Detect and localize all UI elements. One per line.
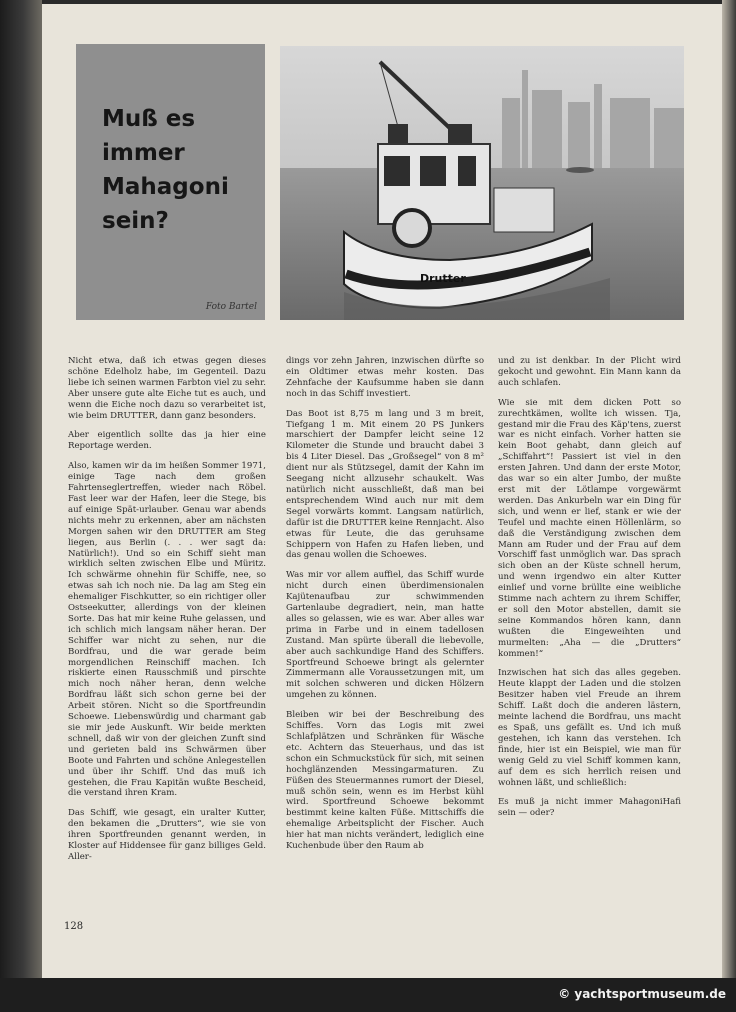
paragraph: Wie sie mit dem dicken Pott so zurechtkämen, wollte ich wissen. Tja, gestand mir die Frau des Käp'tens, zuerst war es nicht einfach. Vorher hatten sie kein Boot gehabt, dann gleich auf „Schiffahrt“! Passiert ist viel in den ersten Jahren. Und dann der erste Motor, das war so ein alter Jumbo, der mußte erst mit der Lötlampe vorgewärmt werden. Das Ankurbeln war ein Ding für sich, und wenn er lief, stank er wie der Teufel und machte einen Höllenlärm, so daß die Verständigung zwischen dem Mann am Ruder und der Frau auf dem Vorschiff fast unmöglich war. Das sprach sich oben an der Küste schnell herum, und wenn irgendwo ein alter Kutter einlief und vorne brüllte eine weibliche Stimme nach achtern zu ihrem Schiffer, er soll den Motor abstellen, damit sie seine Kommandos hören kann, dann wußten die Eingeweihten und murmelten: „Aha — die „Drutters“ kommen!“ <box>498 397 681 659</box>
page-number: 128 <box>64 921 84 932</box>
paragraph: Also, kamen wir da im heißen Sommer 1971, einige Tage nach dem großen Fahrtenseglertreffen, wieder nach Röbel. Fast leer war der Hafen, leer die Stege, bis auf einige Spät-urlauber. Genau war abends nichts mehr zu erkennen, aber am nächsten Morgen sahen wir den DRUTTER am Steg liegen, aus Berlin (. . . wer sagt da: Natürlich!). Und so ein Schiff sieht man wirklich selten zwischen Elbe und Müritz. Ich schwärme ohnehin für Schiffe, nee, so etwas sah ich noch nie. Da lag am Steg ein ehemaliger Fischkutter, so ein richtiger oller Ostseekutter, allerdings von der kleinen Sorte. Das hat mir keine Ruhe gelassen, und ich schlich mich langsam näher heran. Der Schiffer war nicht zu sehen, nur die Bordfrau, und die war gerade beim morgendlichen Reinschiff machen. Ich riskierte einen Rausschmiß und pirschte mich noch näher heran, denn welche Bordfrau läßt sich schon gerne bei der Arbeit stören. Nicht so die Sportfreundin Schoewe. Liebenswürdig und charmant gab sie mir jede Auskunft. Wir beide merkten schnell, daß wir von der gleichen Zunft sind und gerieten bald ins Schwärmen über Boote und Fahrten und schöne Anlegestellen und über ihr Schiff. Und das muß ich gestehen, die Frau Kapitän wußte Bescheid, die verstand ihren Kram. <box>68 461 266 799</box>
author-signature: Hafi <box>662 797 681 808</box>
page-edge <box>722 0 736 980</box>
paragraph: und zu ist denkbar. In der Plicht wird gekocht und gewohnt. Ein Mann kann da auch schlafen. <box>498 356 681 388</box>
paragraph: Was mir vor allem auffiel, das Schiff wurde nicht durch einen überdimensionalen Kajütenaufbau zur schwimmenden Gartenlaube degradiert, nein, man hatte alles so gelassen, wie es war. Aber alles war prima in Farbe und in einem tadellosen Zustand. Man spürte überall die liebevolle, aber auch sachkundige Hand des Schiffers. Sportfreund Schoewe bringt als gelernter Zimmermann alle Voraussetzungen mit, um mit solchen schweren und dicken Hölzern umgehen zu können. <box>286 570 484 701</box>
article-signoff <box>498 797 681 819</box>
paragraph: dings vor zehn Jahren, inzwischen dürfte so ein Oldtimer etwas mehr kosten. Das Zehnfache der Kaufsumme haben sie dann noch in das Schiff investiert. <box>286 356 484 399</box>
title-panel <box>76 44 265 320</box>
paragraph: Nicht etwa, daß ich etwas gegen dieses schöne Edelholz habe, im Gegenteil. Dazu liebe ich seinen warmen Farbton viel zu sehr. Aber unsere gute alte Eiche tut es auch, und wenn die Eiche noch dazu so verarbeitet ist, wie beim DRUTTER, dann ganz besonders. <box>68 356 266 421</box>
paragraph: Bleiben wir bei der Beschreibung des Schiffes. Vorn das Logis mit zwei Schlafplätzen und Schränken für Wäsche etc. Achtern das Steuerhaus, und das ist schon ein Schmuckstück für sich, mit seinen hochglänzenden Messingarmaturen. Zu Füßen des Steuermannes rumort der Diesel, muß schön sein, wenn es im Herbst kühl wird. Sportfreund Schoewe bekommt bestimmt keine kalten Füße. Mittschiffs die ehemalige Arbeitsplicht der Fischer. Auch hier hat man nichts verändert, lediglich eine Kuchenbude über den Raum ab <box>286 710 484 852</box>
text-column-1 <box>68 356 266 872</box>
paragraph: Das Schiff, wie gesagt, ein uralter Kutter, den bekamen die „Drutters“, wie sie von ihren Sportfreunden genannt werden, in Kloster auf Hiddensee für ganz billiges Geld. Aller- <box>68 808 266 862</box>
watermark-credit: © yachtsportmuseum.de <box>558 987 726 1001</box>
text-column-3 <box>498 356 681 819</box>
paragraph: Das Boot ist 8,75 m lang und 3 m breit, Tiefgang 1 m. Mit einem 20 PS Junkers marschiert der Dampfer leicht seine 12 Kilometer die Stunde und braucht dabei 3 bis 4 Liter Diesel. Das „Großsegel“ von 8 m² dient nur als Stützsegel, damit der Kahn im Seegang nicht allzusehr schaukelt. Was natürlich nicht ausschließt, daß man bei entsprechendem Wind auch nur mit dem Segel vorwärts kommt. Langsam natürlich, dafür ist die DRUTTER keine Rennjacht. Also etwas für Leute, die das geruhsame Schippern von Hafen zu Hafen lieben, und das genau wollen die Schoewes. <box>286 408 484 561</box>
article-title: Muß es immer Mahagoni sein? <box>102 106 229 234</box>
text-column-2 <box>286 356 484 861</box>
boat-name-label: Drutter <box>420 272 466 285</box>
paragraph: Aber eigentlich sollte das ja hier eine Reportage werden. <box>68 430 266 452</box>
photo-credit: Foto Bartel <box>205 302 257 312</box>
book-binding-shadow <box>0 0 42 1012</box>
closing-line: Es muß ja nicht immer Mahagoni sein — oder? <box>498 797 663 819</box>
paragraph: Inzwischen hat sich das alles gegeben. Heute klappt der Laden und die stolzen Besitzer haben viel Freude an ihrem Schiff. Laßt doch die anderen lästern, meinte lachend die Bordfrau, uns macht es Spaß, uns gefällt es. Und ich muß gestehen, ich kann das verstehen. Ich finde, hier ist ein Beispiel, wie man für wenig Geld zu viel Schiff kommen kann, auf dem es sich herrlich reisen und wohnen läßt, und schließlich: <box>498 668 681 788</box>
boat-photo <box>280 46 684 320</box>
